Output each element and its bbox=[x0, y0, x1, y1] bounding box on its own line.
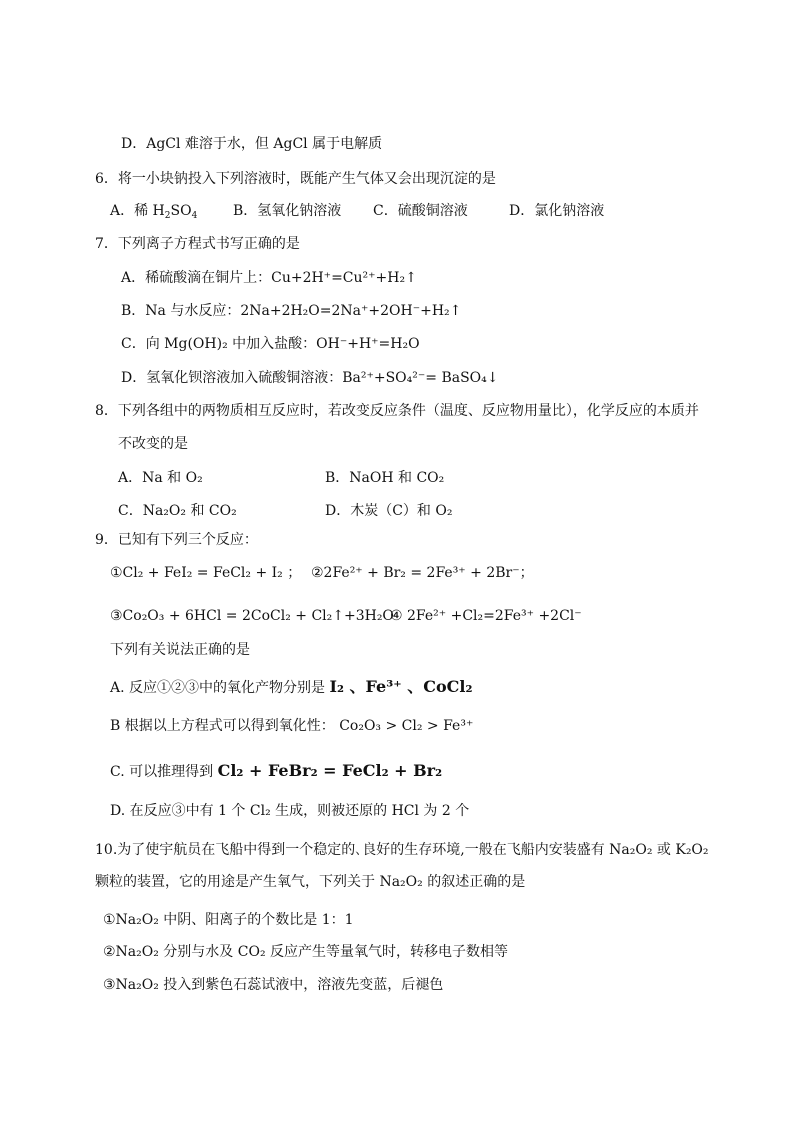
q9-option-a-formula: I₂ 、Fe³⁺ 、CoCl₂ bbox=[329, 677, 473, 696]
q9-reaction-2: ②2Fe²⁺ + Br₂ = 2Fe³⁺ + 2Br⁻； bbox=[311, 565, 534, 581]
q8-option-d: D．木炭（C）和 O₂ bbox=[325, 503, 453, 519]
q8-stem-line2: 不改变的是 bbox=[118, 436, 188, 452]
q9-option-a-text: A. 反应①②③中的氧化产物分别是 bbox=[110, 680, 326, 696]
q7-option-b: B．Na 与水反应：2Na+2H₂O=2Na⁺+2OH⁻+H₂↑ bbox=[121, 303, 462, 319]
q8-stem-line1: 8．下列各组中的两物质相互反应时，若改变反应条件（温度、反应物用量比），化学反应的本质并 bbox=[95, 403, 699, 419]
q8-option-a: A．Na 和 O₂ bbox=[118, 470, 203, 486]
q6-option-a-pre: A．稀 H bbox=[110, 203, 165, 219]
q10-statement-1: ①Na₂O₂ 中阴、阳离子的个数比是 1：1 bbox=[103, 912, 354, 928]
q6-option-d: D．氯化钠溶液 bbox=[509, 203, 605, 219]
q10-stem-line1: 10.为了使宇航员在飞船中得到一个稳定的､良好的生存环境,一般在飞船内安装盛有 Na₂O₂ 或 K₂O₂ bbox=[95, 842, 709, 858]
q10-stem-line2: 颗粒的装置，它的用途是产生氧气，下列关于 Na₂O₂ 的叙述正确的是 bbox=[95, 874, 526, 890]
q9-prompt: 下列有关说法正确的是 bbox=[110, 642, 250, 658]
q9-option-b bbox=[110, 716, 473, 736]
q9-option-a bbox=[110, 677, 472, 698]
q9-option-c bbox=[110, 761, 442, 782]
q9-reaction-1: ①Cl₂ + FeI₂ = FeCl₂ + I₂ ； bbox=[110, 565, 302, 581]
q9-reaction-3: ③Co₂O₃ + 6HCl = 2CoCl₂ + Cl₂↑+3H₂O bbox=[110, 608, 394, 624]
q9-reaction-4: ④ 2Fe²⁺ +Cl₂=2Fe³⁺ +2Cl⁻ bbox=[390, 608, 582, 624]
q10-statement-2: ②Na₂O₂ 分别与水及 CO₂ 反应产生等量氧气时，转移电子数相等 bbox=[103, 944, 509, 960]
q9-option-d: D. 在反应③中有 1 个 Cl₂ 生成，则被还原的 HCl 为 2 个 bbox=[110, 803, 470, 819]
q7-option-d: D．氢氧化钡溶液加入硫酸铜溶液：Ba²⁺+SO₄²⁻= BaSO₄↓ bbox=[121, 370, 499, 386]
q9-option-b-formula: Co₂O₃ > Cl₂ > Fe³⁺ bbox=[339, 718, 474, 734]
q6-option-c: C．硫酸铜溶液 bbox=[373, 203, 468, 219]
q6-option-a-sub1: 2 bbox=[164, 211, 171, 221]
q9-stem: 9．已知有下列三个反应： bbox=[95, 532, 258, 548]
q9-option-c-formula: Cl₂ + FeBr₂ = FeCl₂ + Br₂ bbox=[217, 761, 443, 780]
q8-option-b: B．NaOH 和 CO₂ bbox=[325, 470, 445, 486]
q6-option-a-sub2: 4 bbox=[191, 211, 198, 221]
q9-option-b-text: B 根据以上方程式可以得到氧化性： bbox=[110, 718, 335, 734]
q7-option-c: C．向 Mg(OH)₂ 中加入盐酸：OH⁻+H⁺=H₂O bbox=[121, 336, 420, 352]
q7-stem: 7．下列离子方程式书写正确的是 bbox=[95, 236, 300, 252]
q9-option-c-text: C. 可以推理得到 bbox=[110, 764, 214, 780]
q5-option-d: D．AgCl 难溶于水，但 AgCl 属于电解质 bbox=[121, 136, 383, 152]
q8-option-c: C．Na₂O₂ 和 CO₂ bbox=[118, 503, 237, 519]
q6-option-a-mid: SO bbox=[170, 203, 192, 219]
q6-option-b: B．氢氧化钠溶液 bbox=[233, 203, 342, 219]
q6-option-a bbox=[110, 201, 197, 221]
q7-option-a: A．稀硫酸滴在铜片上：Cu+2H⁺=Cu²⁺+H₂↑ bbox=[121, 270, 417, 286]
q6-stem: 6．将一小块钠投入下列溶液时，既能产生气体又会出现沉淀的是 bbox=[95, 171, 496, 187]
q10-statement-3: ③Na₂O₂ 投入到紫色石蕊试液中，溶液先变蓝，后褪色 bbox=[103, 977, 444, 993]
